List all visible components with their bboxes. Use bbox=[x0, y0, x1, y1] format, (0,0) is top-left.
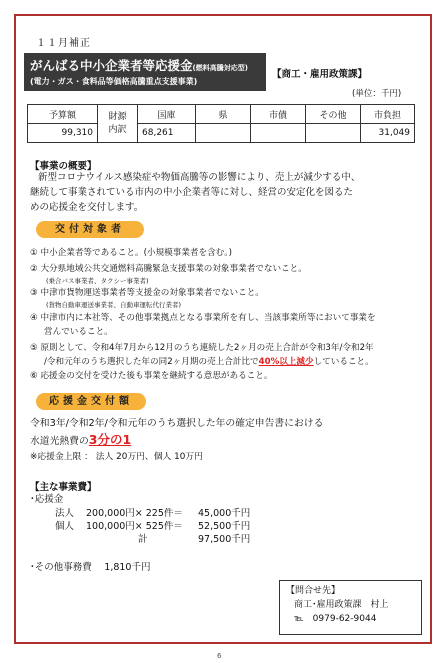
title-sub: (電力・ガス・食料品等価格高騰重点支援事業) bbox=[30, 77, 198, 86]
item-text: していること。 bbox=[313, 357, 374, 367]
cost-row-corporate-calc: 200,000円× 225件＝ bbox=[86, 508, 183, 519]
budget-table bbox=[27, 104, 415, 143]
title-banner bbox=[24, 53, 266, 91]
prefecture-header-cell: 県 bbox=[196, 105, 251, 124]
finance-label-cell bbox=[98, 105, 138, 143]
bond-value-cell bbox=[251, 124, 306, 143]
eligibility-item-5-cont bbox=[44, 356, 374, 368]
cost-row-corporate-total: 45,000千円 bbox=[198, 508, 251, 519]
overview-line-1: 新型コロナウイルス感染症や物価高騰等の影響により、売上が減少する中、 bbox=[38, 172, 361, 183]
city-header-cell: 市負担 bbox=[361, 105, 415, 124]
other-costs-line: ･その他事務費 1,810千円 bbox=[30, 562, 151, 573]
eligibility-item-3 bbox=[30, 287, 264, 299]
national-value-cell: 68,261 bbox=[138, 124, 196, 143]
finance-label-2: 内訳 bbox=[108, 124, 127, 135]
national-header-cell: 国庫 bbox=[138, 105, 196, 124]
item-text: /令和元年のうち選択した年の同2ヶ月期の売上合計比で bbox=[44, 357, 259, 367]
title-paren: (燃料高騰対応型) bbox=[192, 64, 248, 72]
budget-value-cell: 99,310 bbox=[28, 124, 98, 143]
unit-label: (単位：千円) bbox=[352, 89, 402, 99]
page-number: 6 bbox=[217, 652, 222, 660]
cost-row-individual-total: 52,500千円 bbox=[198, 521, 251, 532]
overview-line-3: めの応援金を交付します。 bbox=[30, 202, 144, 213]
amount-pill: 応援金交付額 bbox=[36, 393, 146, 410]
amount-cap-note: ※応援金上限 ： 法人 20万円、個人 10万円 bbox=[30, 452, 203, 462]
other-header-cell: その他 bbox=[306, 105, 361, 124]
item-number: ④ bbox=[30, 313, 38, 323]
prefecture-value-cell bbox=[196, 124, 251, 143]
item-number: ② bbox=[30, 264, 38, 274]
item-number: ⑥ bbox=[30, 371, 38, 381]
finance-label-1: 財源 bbox=[108, 111, 127, 122]
eligibility-item-5 bbox=[30, 342, 374, 354]
amount-line-1: 令和3年/令和2年/令和元年のうち選択した年の確定申告書における bbox=[30, 418, 324, 429]
contact-phone: ℡ 0979-62-9044 bbox=[294, 614, 377, 624]
department-label: 【商工・雇用政策課】 bbox=[272, 69, 368, 80]
item-text: 応援金の交付を受けた後も事業を継続する意思があること。 bbox=[40, 371, 273, 381]
cost-row-sum-label: 計 bbox=[138, 534, 148, 545]
contact-heading: 【問合せ先】 bbox=[286, 586, 341, 596]
eligibility-item-3-note: (貨物自動車運送事業者、自動車運転代行業者) bbox=[46, 301, 182, 309]
eligibility-pill: 交付対象者 bbox=[36, 221, 144, 238]
city-value-cell: 31,049 bbox=[361, 124, 415, 143]
eligibility-item-4 bbox=[30, 312, 376, 324]
amount-fraction: 3分の1 bbox=[88, 432, 132, 447]
bond-header-cell: 市債 bbox=[251, 105, 306, 124]
eligibility-item-4-cont: 営んでいること。 bbox=[44, 327, 113, 337]
amount-line-2 bbox=[30, 432, 131, 449]
eligibility-item-1 bbox=[30, 247, 232, 259]
item-number: ③ bbox=[30, 288, 38, 298]
cost-row-corporate-label: 法人 bbox=[55, 508, 75, 519]
item-text: 中津市貨物運送事業者等支援金の対象事業者でないこと。 bbox=[40, 288, 264, 298]
title-main: がんばる中小企業者等応援金 bbox=[30, 58, 193, 73]
overview-line-2: 継続して事業されている市内の中小企業者等に対し、経営の安定化を図るた bbox=[30, 187, 354, 198]
cost-row-sum-total: 97,500千円 bbox=[198, 534, 251, 545]
eligibility-item-2 bbox=[30, 263, 307, 275]
overview-heading: 【事業の概要】 bbox=[30, 161, 97, 172]
costs-heading: 【主な事業費】 bbox=[30, 482, 97, 493]
cost-row-individual-calc: 100,000円× 525件＝ bbox=[86, 521, 183, 532]
contact-department: 商工･雇用政策課 村上 bbox=[294, 600, 389, 610]
decrease-emphasis: 40%以上減少 bbox=[258, 357, 314, 367]
eligibility-item-2-note: (乗合バス事業者、タクシー事業者) bbox=[46, 277, 149, 285]
item-number: ① bbox=[30, 248, 38, 258]
costs-subheading: ･応援金 bbox=[30, 494, 64, 505]
amount-label: 水道光熱費の bbox=[30, 436, 89, 447]
cost-row-individual-label: 個人 bbox=[55, 521, 75, 532]
supplement-label: １１月補正 bbox=[36, 38, 91, 49]
other-value-cell bbox=[306, 124, 361, 143]
budget-header-cell: 予算額 bbox=[28, 105, 98, 124]
item-number: ⑤ bbox=[30, 343, 38, 353]
item-text: 中小企業者等であること。(小規模事業者を含む。) bbox=[40, 248, 232, 258]
eligibility-item-6 bbox=[30, 370, 273, 382]
item-text: 原則として、令和4年7月から12月のうち連続した2ヶ月の売上合計が令和3年/令和2年 bbox=[40, 343, 374, 353]
item-text: 大分県地域公共交通燃料高騰緊急支援事業の対象事業者でないこと。 bbox=[40, 264, 307, 274]
item-text: 中津市内に本社等、その他事業拠点となる事業所を有し、当該事業所等において事業を bbox=[40, 313, 376, 323]
contact-box bbox=[279, 580, 422, 635]
